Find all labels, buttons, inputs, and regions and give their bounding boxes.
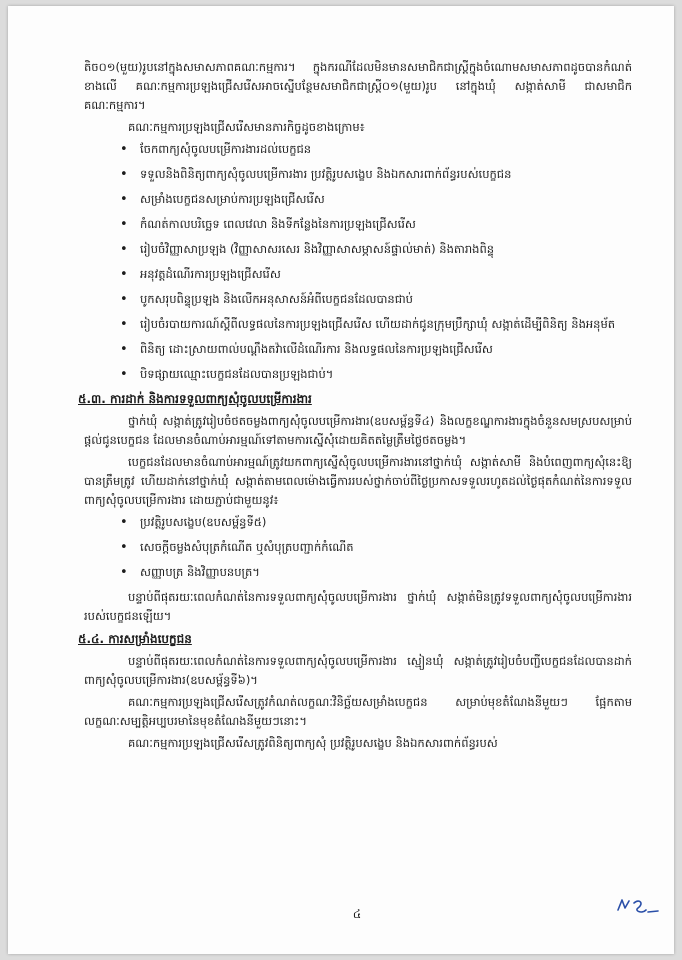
section-heading-selection: ៥.៤. ការសម្រាំងបេក្ខជន	[78, 632, 192, 646]
list-item: • អនុវត្តដំណើរការប្រឡងជ្រើសរើស	[140, 265, 632, 284]
paragraph-application-submission: បេក្ខជនដែលមានចំណាប់អារម្មណ៍ត្រូវយកពាក្យស្នើសុំចូលបម្រើការងារនៅថ្នាក់ឃុំ សង្កាត់សាមី និងបំពេញពាក្យសុំនេះឱ្យបានត្រឹមត្រូវ ហើយដាក់នៅថ្នាក់ឃុំ សង្កាត់តាមពេលម៉ោងធ្វើការរបស់ថ្នាក់ចាប់ពីថ្ងៃប្រកាសទទួលរហូតដល់ថ្ងៃផុតកំណត់នៃការទទួលពាក្យសុំចូលបម្រើការងារ ដោយភ្ជាប់ជាមួយនូវ៖	[84, 455, 632, 507]
list-item: • រៀបចំវិញ្ញាសាប្រឡង (វិញ្ញាសាសរសេរ និងវិញ្ញាសាសម្ភាសន៍ផ្ទាល់មាត់) និងតារាងពិន្ទុ	[140, 240, 632, 259]
list-item: • បិទផ្សាយឈ្មោះបេក្ខជនដែលបានប្រឡងជាប់។	[140, 365, 632, 384]
list-item: • រៀបចំរបាយការណ៍ស្តីពីលទ្ធផលនៃការប្រឡងជ្រើសរើស ហើយដាក់ជូនក្រុមប្រឹក្សាឃុំ សង្កាត់ដើម្បីពិនិត្យ និងអនុម័ត	[140, 315, 632, 334]
page-number: ៤	[352, 907, 362, 921]
document-page	[8, 6, 674, 954]
duties-list	[84, 140, 632, 384]
list-item: • សម្រាំងបេក្ខជនសម្រាប់ការប្រឡងជ្រើសរើស	[140, 190, 632, 209]
attachments-list	[84, 513, 632, 582]
paragraph-committee-membership: តិច០១(មួយ)រូបនៅក្នុងសមាសភាពគណៈកម្មការ។ ក្នុងករណីដែលមិនមានសមាជិកជាស្ត្រីក្នុងចំណោមសមាសភាពដូចបានកំណត់ខាងលើ គណៈកម្មការប្រឡងជ្រើសរើសអាចស្នើបន្ថែមសមាជិកជាស្ត្រី០១(មួយ)រូប នៅក្នុងឃុំ សង្កាត់សាមី ជាសមាជិកគណៈកម្មការ។	[84, 60, 632, 112]
list-item: • ចែកពាក្យសុំចូលបម្រើការងារដល់បេក្ខជន	[140, 140, 632, 159]
list-item: • សញ្ញាបត្រ និងវិញ្ញាបនបត្រ។	[140, 563, 632, 582]
list-item: • សេចក្តីចម្លងសំបុត្រកំណើត ឬសំបុត្របញ្ជាក់កំណើត	[140, 538, 632, 557]
list-item: • បូកសរុបពិន្ទុប្រឡង និងលើកអនុសាសន៍អំពីបេក្ខជនដែលបានជាប់	[140, 290, 632, 309]
initials-signature	[614, 894, 662, 918]
paragraph-application-forms: ថ្នាក់ឃុំ សង្កាត់ត្រូវរៀបចំថតចម្លងពាក្យសុំចូលបម្រើការងារ(ឧបសម្ព័ន្ធទី៤) និងលក្ខខណ្ឌការងារក្នុងចំនួនសមស្របសម្រាប់ផ្តល់ជូនបេក្ខជន ដែលមានចំណាប់អារម្មណ៍ទៅតាមការស្នើសុំដោយគិតតម្លៃត្រឹមថ្លៃថតចម្លង។	[84, 414, 632, 447]
list-item: • ពិនិត្យ ដោះស្រាយពាល់បណ្តឹងតវ៉ាលើដំណើរការ និងលទ្ធផលនៃការប្រឡងជ្រើសរើស	[140, 340, 632, 359]
paragraph-duties-intro: គណៈកម្មការប្រឡងជ្រើសរើសមានភារកិច្ចដូចខាងក្រោម៖	[128, 120, 365, 134]
page-content	[78, 58, 632, 756]
list-item: • កំណត់កាលបរិច្ឆេទ ពេលវេលា និងទីកន្លែងនៃការប្រឡងជ្រើសរើស	[140, 215, 632, 234]
section-heading-application: ៥.៣. ការដាក់ និងការទទួលពាក្យសុំចូលបម្រើការងារ	[78, 392, 312, 406]
list-item: • ទទួលនិងពិនិត្យពាក្យសុំចូលបម្រើការងារ ប្រវត្តិរូបសង្ខេប និងឯកសារពាក់ព័ន្ធរបស់បេក្ខជន	[140, 165, 632, 184]
paragraph-deadline: បន្ទាប់ពីផុតរយៈពេលកំណត់នៃការទទួលពាក្យសុំចូលបម្រើការងារ ថ្នាក់ឃុំ សង្កាត់មិនត្រូវទទួលពាក្យសុំចូលបម្រើការងាររបស់បេក្ខជនឡើយ។	[84, 590, 632, 623]
paragraph-candidate-list: បន្ទាប់ពីផុតរយៈពេលកំណត់នៃការទទួលពាក្យសុំចូលបម្រើការងារ ស្មៀនឃុំ សង្កាត់ត្រូវរៀបចំបញ្ជីបេក្ខជនដែលបានដាក់ពាក្យសុំចូលបម្រើការងារ(ឧបសម្ព័ន្ធទី៦)។	[84, 654, 632, 687]
paragraph-selection-criteria: គណៈកម្មការប្រឡងជ្រើសរើសត្រូវកំណត់លក្ខណៈវិនិច្ឆ័យសម្រាំងបេក្ខជន សម្រាប់មុខតំណែងនីមួយៗ ផ្អែកតាមលក្ខណៈសម្បត្តិអប្បបរមានៃមុខតំណែងនីមួយៗនោះ។	[84, 695, 632, 728]
paragraph-review: គណៈកម្មការប្រឡងជ្រើសរើសត្រូវពិនិត្យពាក្យសុំ ប្រវត្តិរូបសង្ខេប និងឯកសារពាក់ព័ន្ធរបស់	[128, 736, 498, 750]
list-item: • ប្រវត្តិរូបសង្ខេប(ឧបសម្ព័ន្ធទី៥)	[140, 513, 632, 532]
